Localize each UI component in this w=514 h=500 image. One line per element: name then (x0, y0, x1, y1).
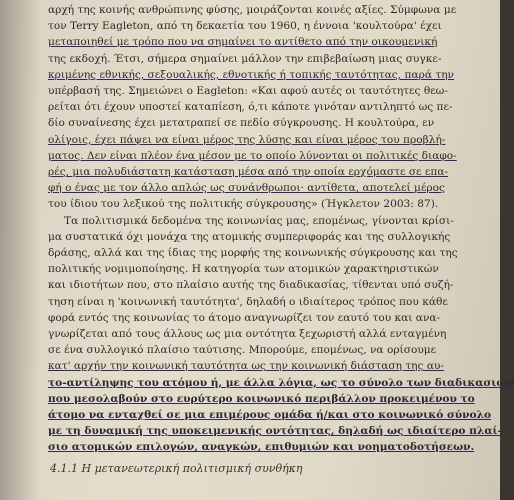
text-line: αρχή της κοινής ανθρώπινης φύσης, μοιράζονται κοινές αξίες. Σύμφωνα με (48, 4, 457, 16)
text-line: μεταποιηθεί με τρόπο που να σημαίνει το αντίθετο από την οικουμενική (48, 36, 438, 49)
text-line: σε ένα συλλογικό πλαίσιο ταύτισης. Μπορούμε, επομένως, να ορίσουμε (48, 344, 437, 357)
text-line: με τη δυναμική της υποκειμενικής οντότητας, δηλαδή ως ιδιαίτερο πλαί- (48, 425, 503, 438)
text-line: γνωρίζεται από τους άλλους ως μια οντότητα ξεχωριστή αλλά ενταγμένη (48, 328, 447, 341)
text-line: της εκδοχή. Έτσι, σήμερα σημαίνει μάλλον την επιβεβαίωση μιας συγκε- (48, 52, 442, 65)
text-line: κατ' αρχήν την κοινωνική ταυτότητα ως την κοινωνική διάσταση της αυ- (48, 360, 445, 373)
text-line: τηση είναι η 'κοινωνική ταυτότητα', δηλαδή ο ιδιαίτερος τρόπος που κάθε (48, 295, 448, 308)
text-line: και ιδιοτήτων που, στο πλαίσιο αυτής της διαδικασίας, τίθενται υπό συζή- (48, 279, 454, 292)
text-line: τον Terry Eagleton, από τη δεκαετία του 1960, η έννοια 'κουλτούρα' έχει (48, 20, 442, 33)
text-line: το-αντίληψης του ατόμου ή, με άλλα λόγια, ως το σύνολο των διαδικασιών (48, 376, 514, 389)
section-heading: 4.1.1 Η μετανεωτερική πολιτισμική συνθήκη (50, 462, 303, 475)
text-line: ρές, μια πολυδιάστατη κατάσταση μέσα από την οποία ερχόμαστε σε επα- (48, 166, 449, 179)
text-line: ματος. Δεν είναι πλέον ένα μέσον με το οποίο λύνονται οι πολιτικές διαφο- (48, 149, 457, 162)
text-line: υπέρβασή της. Σημειώνει ο Eagleton: «Και αφού αυτές οι ταυτότητες θεω- (48, 85, 448, 98)
text-line: δράσης, αλλά και της ίδιας της μορφής της κοινωνικής σύγκρουσης και της (48, 247, 458, 260)
text-line: Τα πολιτισμικά δεδομένα της κοινωνίας μας, επομένως, γίνονται κρίσι- (64, 214, 454, 227)
text-line: σιο ατομικών επιλογών, αναγκών, επιθυμιών και νοηματοδοτήσεων. (48, 441, 475, 454)
text-line: μα συστατικά όχι μονάχα της ατομικής συμπεριφοράς και της συλλογικής (48, 230, 451, 243)
text-line: φή ο ένας με τον άλλο απλώς ως συνάνθρωποι· αντίθετα, αποτελεί μέρος (48, 182, 445, 195)
text-line: φορά εντός της κοινωνίας το άτομο αναγνωρίζει τον εαυτό του και ανα- (48, 311, 441, 324)
text-line: που μεσολαβούν στο ευρύτερο κοινωνικό περιβάλλον προκειμένου το (48, 392, 475, 405)
text-line: πολιτικής νομιμοποίησης. Η κατηγορία των ατομικών χαρακτηριστικών (48, 263, 439, 276)
text-line: δίο συναίνεσης έχει μετατραπεί σε πεδίο σύγκρουσης. Η κουλτούρα, εν (48, 117, 435, 130)
text-line: κριμένης εθνικής, σεξουαλικής, εθνοτικής ή τοπικής ταυτότητας, παρά την (48, 68, 454, 81)
text-line: ολίγοις, έχει πάψει να είναι μέρος της λύσης και είναι μέρος του προβλή- (48, 133, 446, 146)
text-line: του ίδιου του λεξικού της πολιτικής σύγκρουσης» (Ήγκλετον 2003: 87). (48, 198, 439, 211)
page-gutter-shadow (0, 0, 40, 500)
text-line: ρείται ότι έχουν υποστεί καταπίεση, ό,τι κάποτε γινόταν αντιληπτό ως πε- (48, 101, 453, 114)
body-text (48, 2, 514, 456)
text-line: άτομο να ενταχθεί σε μια επιμέρους ομάδα ή/και στο κοινωνικό σύνολο (48, 409, 492, 422)
